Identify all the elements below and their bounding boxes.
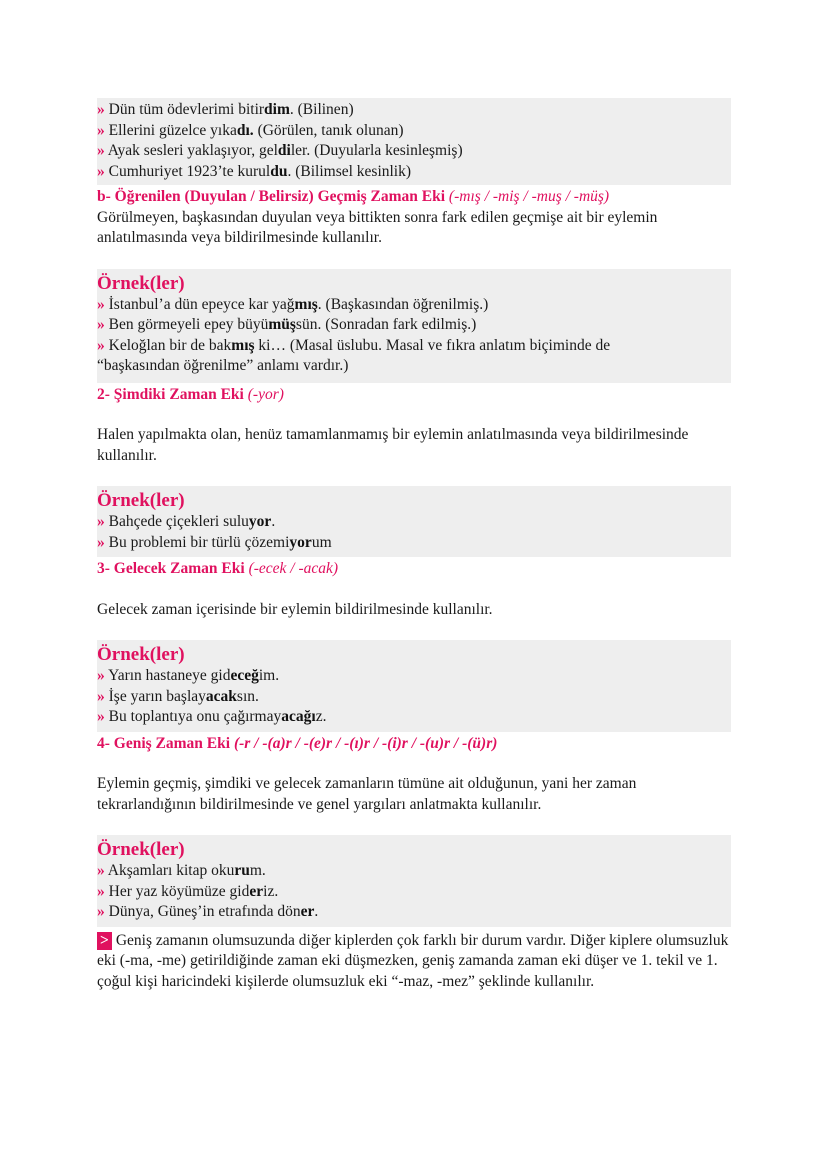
example-line: » Bu toplantıya onu çağırmayacağız. bbox=[97, 708, 327, 725]
example-line: » Ellerini güzelce yıkadı. (Görülen, tanık olunan) bbox=[97, 121, 404, 139]
section-4-description: Eylemin geçmiş, şimdiki ve gelecek zamanların tümüne ait olduğunun, yani her zaman tekrarlandığının bildirilmesinde ve genel yargıları anlatmakta kullanılır. bbox=[97, 775, 637, 813]
example-line: » Bahçede çiçekleri suluyor. bbox=[97, 513, 276, 530]
note-paragraph: > Geniş zamanın olumsuzunda diğer kiplerden çok farklı bir durum vardır. Diğer kiplere olumsuzluk eki (-ma, -me) getirildiğinde zaman eki düşmezken, geniş zamanda zaman eki düşer ve 1. tekil ve 1. çoğul kişi haricindeki kişilerde olumsuzluk eki “-maz, -mez” şeklinde kullanılır. bbox=[97, 931, 729, 990]
example-line: » Keloğlan bir de bakmış ki… (Masal üslubu. Masal ve fıkra anlatım biçiminde de bbox=[97, 336, 611, 354]
document-page bbox=[97, 98, 731, 992]
examples-title: Örnek(ler) bbox=[97, 272, 185, 294]
examples-box-3 bbox=[97, 640, 731, 732]
section-3-description: Gelecek zaman içerisinde bir eylemin bildirilmesinde kullanılır. bbox=[97, 600, 493, 618]
example-line: » Her yaz köyümüze gideriz. bbox=[97, 882, 279, 900]
example-line: » Dünya, Güneş’in etrafında döner. bbox=[97, 903, 319, 920]
examples-box-4 bbox=[97, 835, 731, 927]
example-line: » İşe yarın başlayacaksın. bbox=[97, 687, 259, 705]
section-2-heading: 2- Şimdiki Zaman Eki (-yor) bbox=[97, 385, 284, 403]
example-line: » Bu problemi bir türlü çözemiyorum bbox=[97, 533, 332, 551]
example-line: » Yarın hastaneye gideceğim. bbox=[97, 667, 280, 684]
section-2-description: Halen yapılmakta olan, henüz tamamlanmamış bir eylemin anlatılmasında veya bildirilmesinde kullanılır. bbox=[97, 426, 689, 464]
section-4-heading: 4- Geniş Zaman Eki (-r / -(a)r / -(e)r / -(ı)r / -(i)r / -(u)r / -(ü)r) bbox=[97, 734, 498, 752]
example-line: » Cumhuriyet 1923’te kuruldu. (Bilimsel kesinlik) bbox=[97, 162, 412, 180]
examples-title: Örnek(ler) bbox=[97, 644, 185, 665]
examples-box-b bbox=[97, 269, 731, 383]
example-line: » Ben görmeyeli epey büyümüşsün. (Sonradan fark edilmiş.) bbox=[97, 316, 477, 333]
examples-title: Örnek(ler) bbox=[97, 839, 185, 860]
example-line: » İstanbul’a dün epeyce kar yağmış. (Başkasından öğrenilmiş.) bbox=[97, 295, 489, 313]
examples-title: Örnek(ler) bbox=[97, 490, 185, 511]
example-line: » Akşamları kitap okurum. bbox=[97, 862, 266, 879]
section-3-heading: 3- Gelecek Zaman Eki (-ecek / -acak) bbox=[97, 560, 339, 577]
example-line-continued: “başkasından öğrenilme” anlamı vardır.) bbox=[97, 357, 349, 374]
section-b-description: Görülmeyen, başkasından duyulan veya bittikten sonra fark edilen geçmişe ait bir eylemin anlatılmasında veya bildirilmesinde kullanılır. bbox=[97, 208, 658, 246]
section-b-heading: b- Öğrenilen (Duyulan / Belirsiz) Geçmiş Zaman Eki (-mış / -miş / -muş / -müş) bbox=[97, 188, 610, 205]
example-line: » Ayak sesleri yaklaşıyor, geldiler. (Duyularla kesinleşmiş) bbox=[97, 142, 463, 159]
example-line: » Dün tüm ödevlerimi bitirdim. (Bilinen) bbox=[97, 101, 354, 118]
examples-box-past bbox=[97, 98, 731, 185]
note-marker-icon: > bbox=[97, 932, 112, 950]
examples-box-2 bbox=[97, 486, 731, 557]
